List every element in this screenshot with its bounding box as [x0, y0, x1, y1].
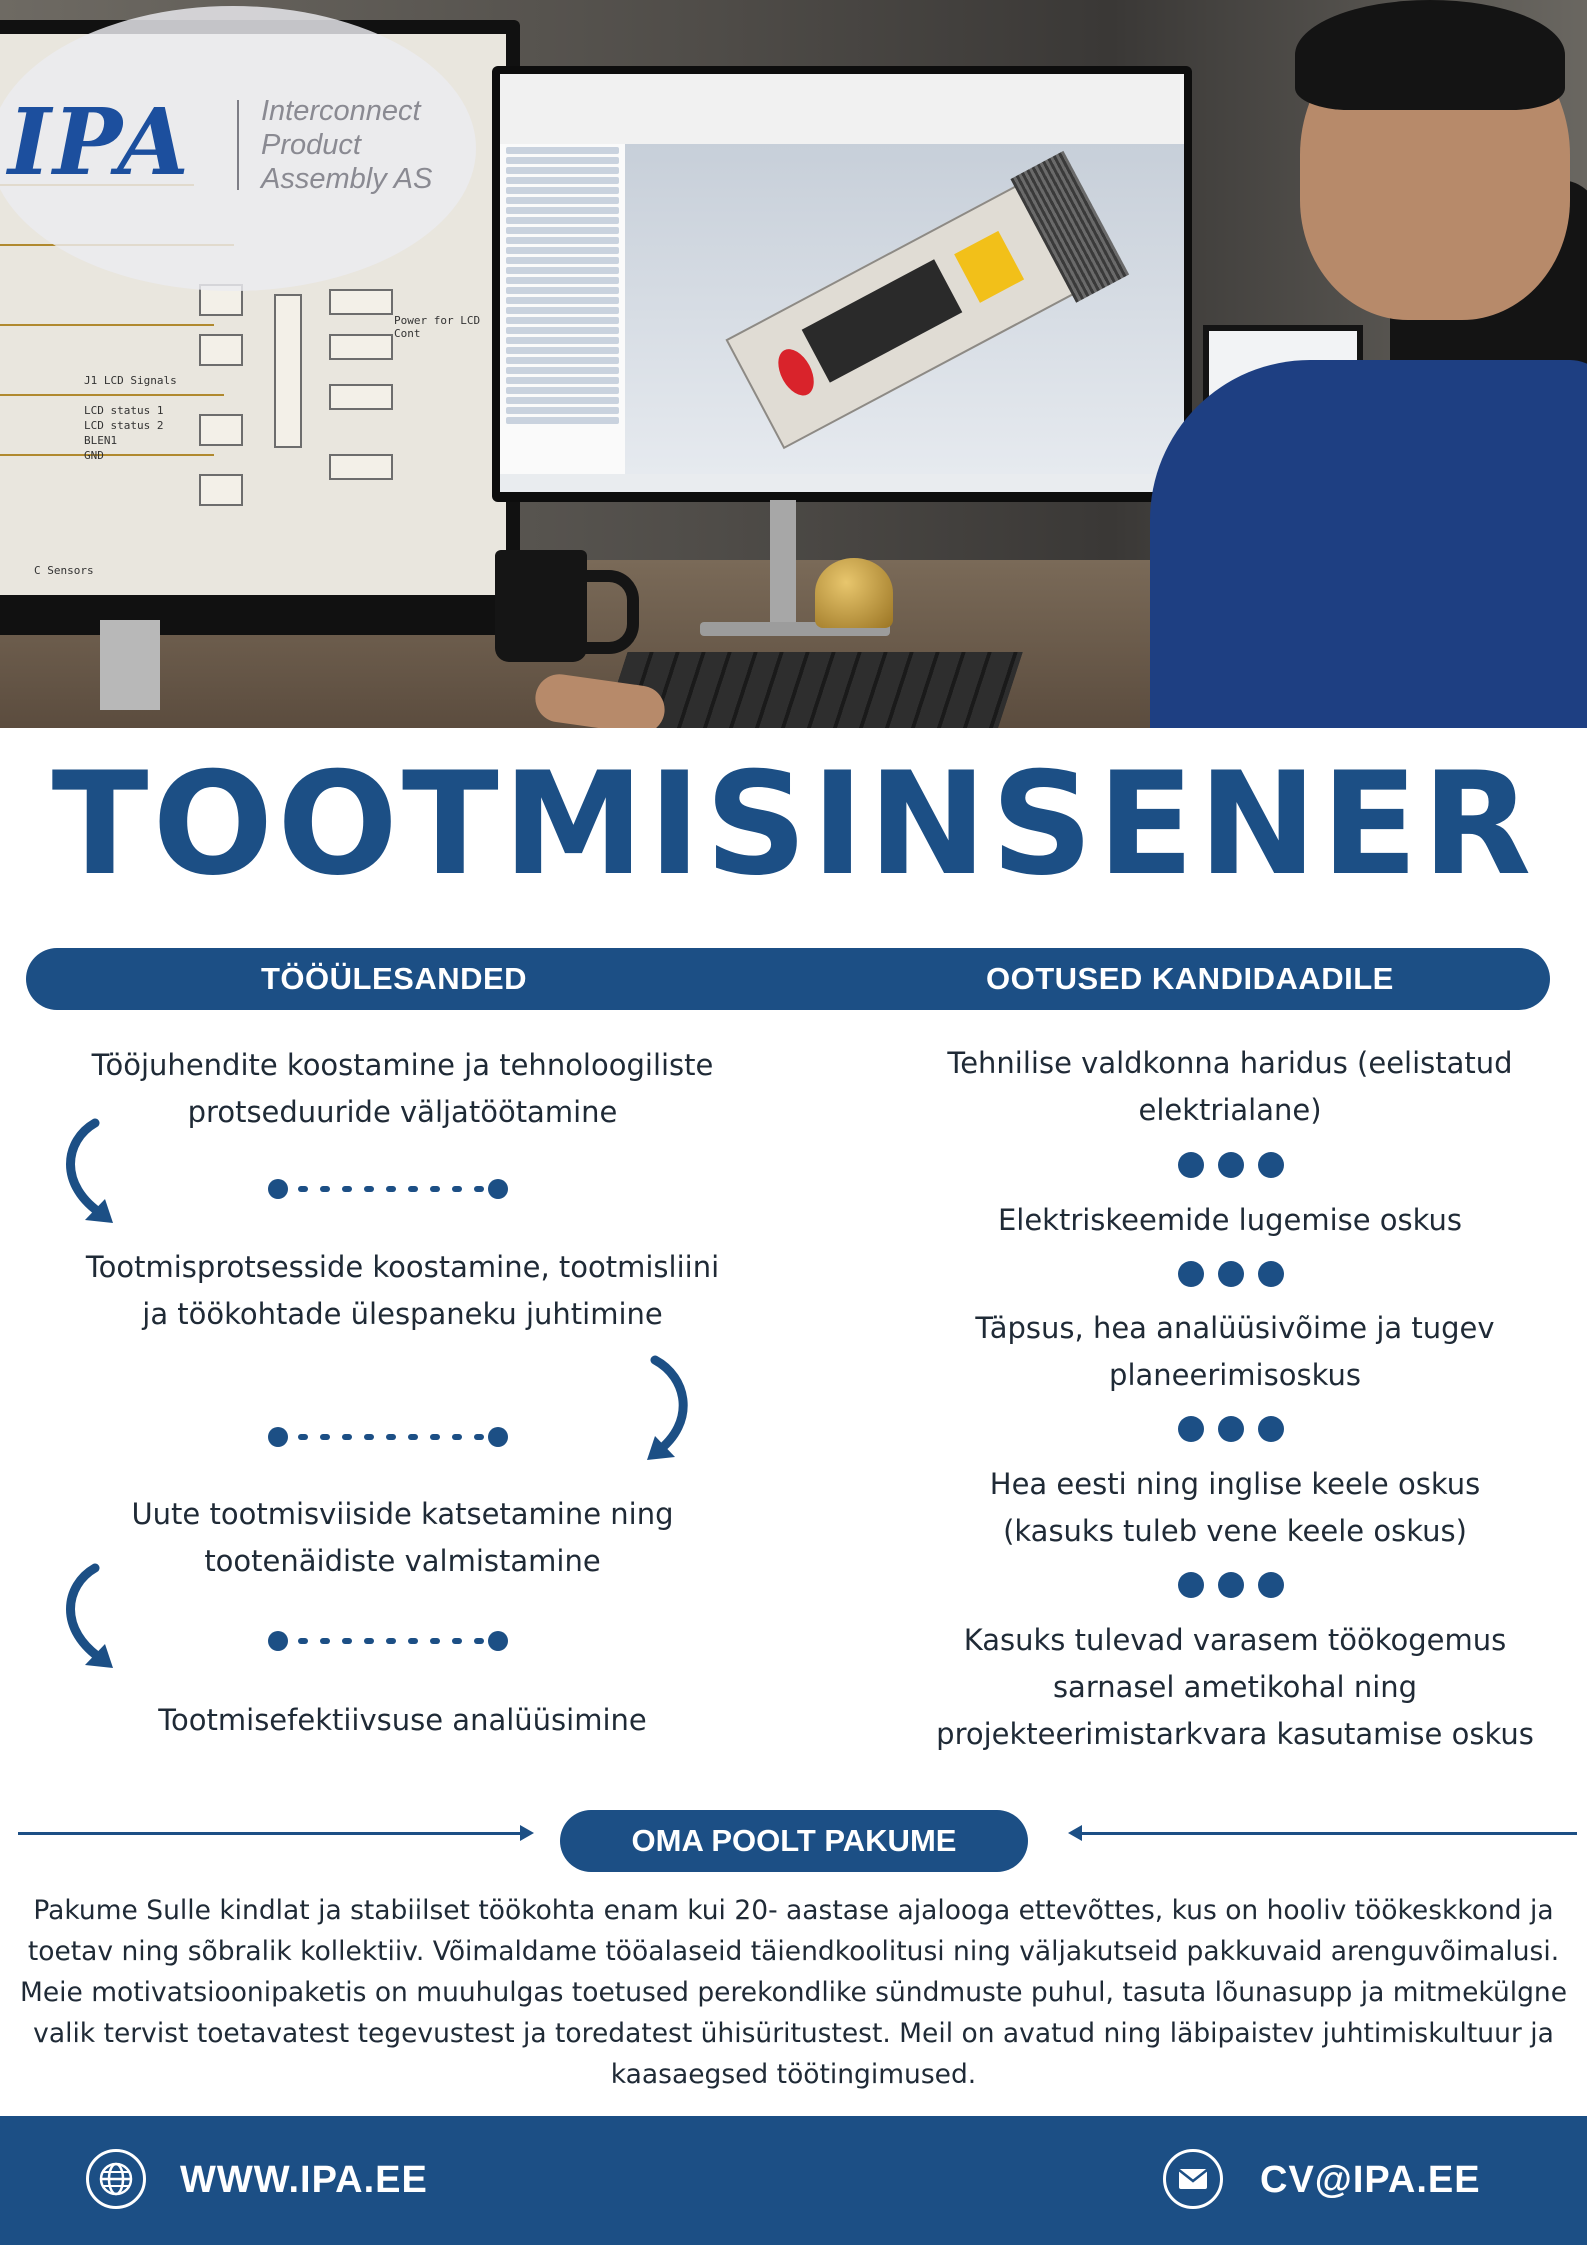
globe-icon	[86, 2149, 146, 2209]
cad-viewport	[625, 144, 1184, 474]
duty-item: Tööjuhendite koostamine ja tehnoloogiliste protseduuride väljatöötamine	[91, 1048, 714, 1129]
requirement-item: Hea eesti ning inglise keele oskus (kasuks tuleb vene keele oskus)	[989, 1467, 1481, 1548]
center-monitor-stand	[770, 500, 796, 630]
left-arrow-line	[18, 1832, 523, 1835]
website-link[interactable]: WWW.IPA.EE	[180, 2159, 428, 2201]
keyboard	[602, 652, 1022, 728]
email-link[interactable]: CV@IPA.EE	[1260, 2159, 1481, 2201]
requirement-item: Täpsus, hea analüüsivõime ja tugev planeerimisoskus	[975, 1311, 1495, 1392]
requirements-header: OOTUSED KANDIDAADILE	[986, 961, 1394, 996]
left-monitor-stand	[100, 620, 160, 710]
hero-photo	[0, 0, 1587, 728]
right-arrow-line	[1080, 1832, 1577, 1835]
envelope-icon	[1163, 2149, 1223, 2209]
desk-ornament	[815, 558, 893, 628]
cad-taskbar	[500, 474, 1184, 492]
curved-arrow-icon	[625, 1352, 705, 1472]
duty-item: Tootmisefektiivsuse analüüsimine	[158, 1703, 647, 1737]
logo-line-3: Assembly AS	[261, 163, 433, 195]
footer-bar	[0, 2116, 1587, 2245]
coffee-mug	[495, 550, 587, 662]
cad-screen	[500, 74, 1184, 492]
arrow-right-icon	[520, 1825, 534, 1841]
curved-arrow-icon	[55, 1560, 135, 1680]
section-header-bar	[26, 948, 1550, 1010]
dots-divider	[1178, 1572, 1244, 1598]
dots-divider	[1178, 1152, 1244, 1178]
offer-header: OMA POOLT PAKUME	[560, 1810, 1028, 1872]
logo-line-2: Product	[261, 129, 361, 161]
duty-item: Uute tootmisviiside katsetamine ning tootenäidiste valmistamine	[131, 1497, 674, 1578]
schematic-screen: J1 LCD Signals LCD status 1 LCD status 2 BLEN1 GND Power for LCD Cont C Sensors	[0, 34, 506, 595]
cad-model-tree	[500, 144, 626, 474]
engineer-hair	[1295, 0, 1565, 110]
dotted-divider	[268, 1179, 508, 1199]
requirement-item: Kasuks tulevad varasem töökogemus sarnasel ametikohal ning projekteerimistarkvara kasutamise oskus	[936, 1623, 1534, 1751]
logo-mark: IPA	[8, 88, 191, 196]
requirement-item: Elektriskeemide lugemise oskus	[997, 1203, 1463, 1237]
offer-description: Pakume Sulle kindlat ja stabiilset töökohta enam kui 20- aastase ajalooga ettevõttes, kus on hooliv töökeskkond ja toetav ning sõbralik kollektiiv. Võimaldame tööalaseid täiendkoolitusi ning väljakutseid pakkuvaid arenguvõimalusi. Meie motivatsioonipaketis on muuhulgas toetused perekondlike sündmuste puhul, tasuta lõunasupp ja mitmekülgne valik tervist toetavatest tegevustest ja toredatest ühisüritustest. Meil on avatud ning läbipaistev juhtimiskultuur ja kaasaegsed töötingimused.	[19, 1895, 1568, 2090]
duties-header: TÖÖÜLESANDED	[261, 961, 528, 996]
cad-ribbon	[500, 74, 1184, 145]
logo-line-1: Interconnect	[261, 95, 421, 127]
requirement-item: Tehnilise valdkonna haridus (eelistatud elektrialane)	[947, 1046, 1513, 1127]
job-title: TOOTMISINSENER	[51, 742, 1536, 907]
engineer-body	[1150, 360, 1587, 728]
duty-item: Tootmisprotsesside koostamine, tootmisliini ja töökohtade ülespaneku juhtimine	[85, 1250, 720, 1331]
dots-divider	[1178, 1416, 1244, 1442]
curved-arrow-icon	[55, 1115, 135, 1235]
dots-divider	[1178, 1261, 1244, 1287]
cad-assembly-model	[725, 183, 1078, 449]
mug-handle	[577, 570, 639, 654]
logo-divider	[237, 100, 239, 190]
dotted-divider	[268, 1631, 508, 1651]
dotted-divider	[268, 1427, 508, 1447]
center-monitor	[492, 66, 1192, 502]
